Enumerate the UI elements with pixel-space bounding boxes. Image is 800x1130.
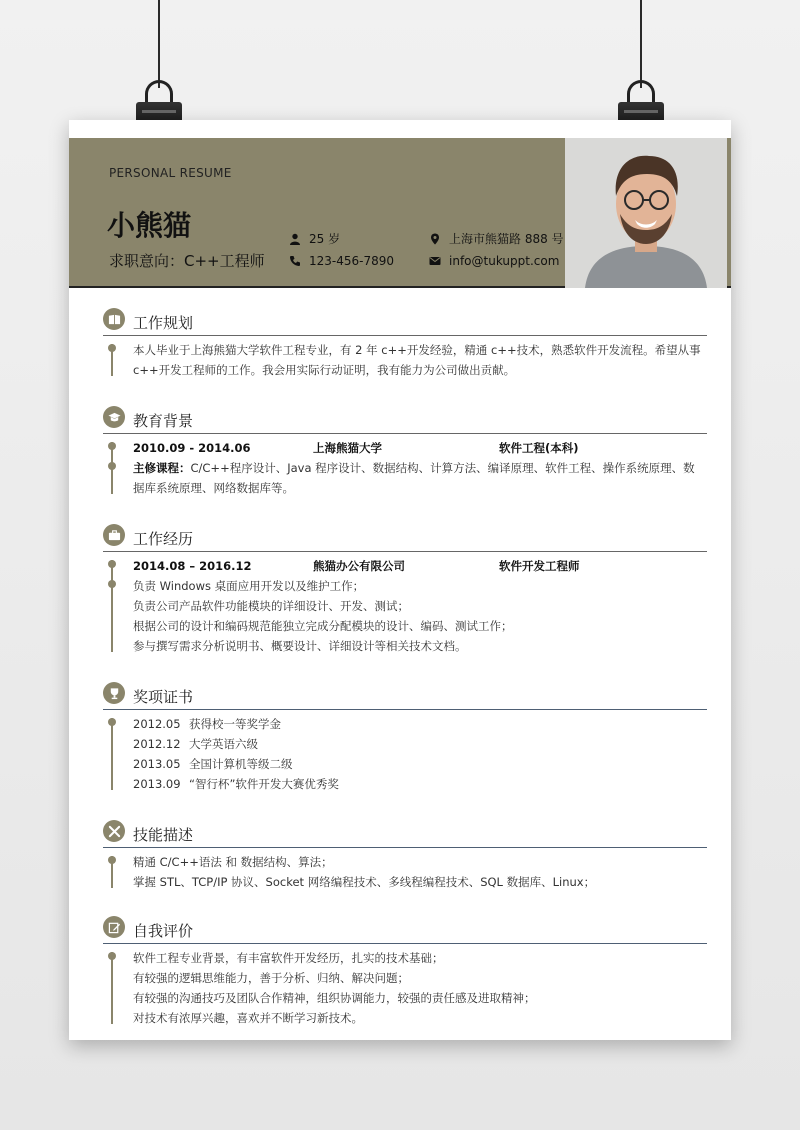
edit-icon [103,916,125,938]
award-item [133,714,705,734]
phone-icon [289,255,301,267]
timeline-dot [108,462,116,470]
timeline-line [111,952,113,1024]
work-row [133,556,705,576]
section-header [103,526,707,552]
work-content [133,556,705,656]
trophy-icon [103,682,125,704]
duty-item: 负责公司产品软件功能模块的详细设计、开发、测试； [133,599,409,613]
duty-item: 负责 Windows 桌面应用开发以及维护工作； [133,579,365,593]
section-header [103,822,707,848]
self-item: 有较强的沟通技巧及团队合作精神，组织协调能力，较强的责任感及进取精神； [133,991,536,1005]
graduation-cap-icon [103,406,125,428]
section-title: 技能描述 [133,826,194,844]
timeline-dot [108,580,116,588]
section-title: 自我评价 [133,922,194,940]
age-info [289,230,340,247]
timeline-line [111,718,113,790]
age-text: 25 岁 [309,232,341,246]
education-period: 2010.09 - 2014.06 [133,441,251,455]
education-row [133,438,705,458]
section-skills [103,822,707,900]
timeline-dot [108,952,116,960]
self-item: 有较强的逻辑思维能力，善于分析、归纳、解决问题； [133,971,409,985]
left-hanging-wire [158,0,160,88]
address-info [429,230,564,247]
work-position: 软件开发工程师 [499,559,580,573]
award-name: 获得校一等奖学金 [189,717,281,731]
resume-paper [69,120,731,1040]
timeline-line [111,560,113,652]
award-item [133,734,705,754]
briefcase-icon [103,524,125,546]
self-item: 对技术有浓厚兴趣，喜欢并不断学习新技术。 [133,1011,363,1025]
address-text: 上海市熊猫路 888 号 [449,232,564,246]
phone-info [289,254,394,268]
timeline-dot [108,442,116,450]
section-header [103,310,707,336]
portrait-illustration [565,138,727,288]
award-item [133,774,705,794]
timeline-dot [108,856,116,864]
section-self-evaluation [103,918,707,1034]
courses-label: 主修课程： [133,461,191,475]
timeline-dot [108,344,116,352]
courses-text: C/C++程序设计、Java 程序设计、数据结构、计算方法、编译原理、软件工程、操作系统原理、数据库系统原理、网络数据库等。 [133,461,695,495]
section-title: 奖项证书 [133,688,194,706]
section-title: 工作规划 [133,314,194,332]
award-date: 2012.12 [133,737,181,751]
section-header [103,408,707,434]
self-item: 软件工程专业背景，有丰富软件开发经历，扎实的技术基础； [133,951,444,965]
skill-item: 精通 C/C++语法 和 数据结构、算法； [133,855,333,869]
job-intent: 求职意向：C++工程师 [109,252,265,270]
skills-content [133,852,705,892]
section-work-plan [103,310,707,390]
education-school: 上海熊猫大学 [313,441,382,455]
section-title: 教育背景 [133,412,194,430]
award-date: 2013.05 [133,757,181,771]
award-name: 大学英语六级 [189,737,258,751]
resume-header [69,138,731,288]
tools-icon [103,820,125,842]
award-name: “智行杯”软件开发大赛优秀奖 [189,777,339,791]
section-education [103,408,707,504]
section-header [103,684,707,710]
award-name: 全国计算机等级二级 [189,757,293,771]
candidate-name: 小熊猫 [107,209,192,242]
education-courses [133,458,705,498]
envelope-icon [429,255,441,267]
award-date: 2013.09 [133,777,181,791]
work-period: 2014.08 – 2016.12 [133,559,252,573]
skill-item: 掌握 STL、TCP/IP 协议、Socket 网络编程技术、多线程编程技术、SQL 数据库、Linux； [133,875,596,889]
personal-resume-label: PERSONAL RESUME [109,166,232,180]
person-icon [289,233,301,245]
duty-item: 参与撰写需求分析说明书、概要设计、详细设计等相关技术文档。 [133,639,467,653]
email-info [429,254,559,268]
section-awards [103,684,707,800]
profile-photo [565,138,727,288]
self-evaluation-content [133,948,705,1028]
timeline-dot [108,560,116,568]
book-icon [103,308,125,330]
work-company: 熊猫办公有限公司 [313,559,405,573]
education-major: 软件工程(本科) [499,441,579,455]
duty-item: 根据公司的设计和编码规范能独立完成分配模块的设计、编码、测试工作； [133,619,513,633]
timeline-dot [108,718,116,726]
education-content [133,438,705,498]
awards-content [133,714,705,794]
section-header [103,918,707,944]
award-date: 2012.05 [133,717,181,731]
phone-text: 123-456-7890 [309,254,395,268]
award-item [133,754,705,774]
section-title: 工作经历 [133,530,194,548]
location-pin-icon [429,233,441,245]
right-hanging-wire [640,0,642,88]
section-work-experience [103,526,707,662]
work-plan-text: 本人毕业于上海熊猫大学软件工程专业，有 2 年 c++开发经验，精通 c++技术，熟悉软件开发流程。希望从事 c++开发工程师的工作。我会用实际行动证明，我有能力为公司做出贡献。 [133,343,701,377]
email-text: info@tukuppt.com [449,254,560,268]
